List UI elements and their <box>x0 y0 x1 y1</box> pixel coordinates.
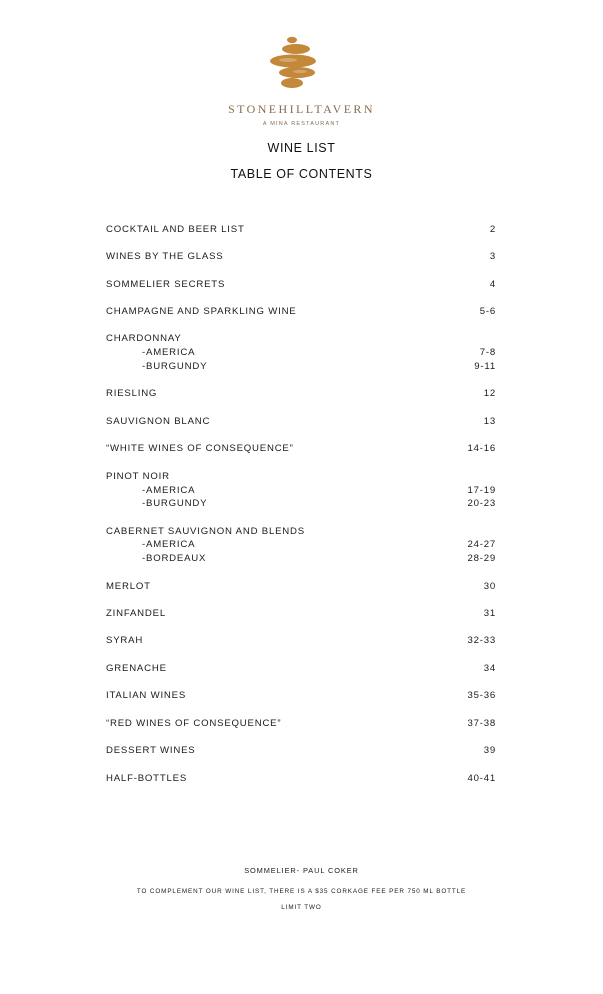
toc-page: 3 <box>489 251 496 262</box>
page-subtitle: TABLE OF CONTENTS <box>230 167 373 181</box>
toc-subentry <box>106 552 496 565</box>
toc-subentry <box>106 360 496 373</box>
toc-page: 12 <box>483 388 496 399</box>
toc-label: HALF-BOTTLES <box>106 773 188 784</box>
toc-page: 39 <box>483 745 496 756</box>
toc-label: ZINFANDEL <box>106 608 166 619</box>
toc-page: 24-27 <box>467 539 496 550</box>
toc-entry <box>106 387 496 400</box>
toc-label: CABERNET SAUVIGNON AND BLENDS <box>106 526 305 537</box>
toc-label: -BURGUNDY <box>142 361 208 372</box>
toc-entry <box>106 634 496 647</box>
toc-label: DESSERT WINES <box>106 745 196 756</box>
toc-label: CHAMPAGNE AND SPARKLING WINE <box>106 306 297 317</box>
toc-entry <box>106 223 496 236</box>
toc-entry <box>106 717 496 730</box>
toc-entry <box>106 415 496 428</box>
toc-label: COCKTAIL AND BEER LIST <box>106 224 245 235</box>
toc-entry <box>106 580 496 593</box>
page-title: WINE LIST <box>267 141 336 155</box>
corkage-limit: LIMIT TWO <box>281 904 322 911</box>
toc-label: -BURGUNDY <box>142 498 208 509</box>
toc-page: 31 <box>483 608 496 619</box>
stacked-stones-logo-icon <box>266 34 322 90</box>
toc-page: 9-11 <box>474 361 496 372</box>
toc-page: 28-29 <box>467 553 496 564</box>
toc-label: SOMMELIER SECRETS <box>106 279 226 290</box>
toc-label: -AMERICA <box>142 539 196 550</box>
toc-subentry <box>106 497 496 510</box>
toc-label: PINOT NOIR <box>106 471 170 482</box>
toc-entry <box>106 689 496 702</box>
toc-page: 17-19 <box>467 485 496 496</box>
toc-label: -BORDEAUX <box>142 553 207 564</box>
toc-label: -AMERICA <box>142 485 196 496</box>
toc-entry <box>106 772 496 785</box>
restaurant-name: STONEHILLTAVERN <box>228 102 375 116</box>
toc-label: -AMERICA <box>142 347 196 358</box>
toc-label: WINES BY THE GLASS <box>106 251 224 262</box>
sommelier-credit: SOMMELIER- PAUL COKER <box>244 866 359 875</box>
restaurant-tagline: A MINA RESTAURANT <box>262 121 341 127</box>
toc-page: 35-36 <box>467 690 496 701</box>
toc-entry <box>106 442 496 455</box>
toc-page: 4 <box>489 279 496 290</box>
toc-page: 32-33 <box>467 635 496 646</box>
toc-page: 34 <box>483 663 496 674</box>
toc-subentry <box>106 538 496 551</box>
toc-label: RIESLING <box>106 388 158 399</box>
toc-entry <box>106 662 496 675</box>
toc-label: CHARDONNAY <box>106 333 182 344</box>
toc-page: 30 <box>483 581 496 592</box>
toc-label: GRENACHE <box>106 663 167 674</box>
toc-subentry <box>106 346 496 359</box>
toc-entry <box>106 305 496 318</box>
toc-page: 40-41 <box>467 773 496 784</box>
toc-page: 2 <box>489 224 496 235</box>
toc-page: 5-6 <box>479 306 496 317</box>
toc-entry <box>106 607 496 620</box>
toc-page: 14-16 <box>467 443 496 454</box>
toc-label: MERLOT <box>106 581 151 592</box>
toc-page: 37-38 <box>467 718 496 729</box>
toc-entry <box>106 250 496 263</box>
toc-entry <box>106 278 496 291</box>
corkage-notice: TO COMPLEMENT OUR WINE LIST, THERE IS A $35 CORKAGE FEE PER 750 ML BOTTLE <box>136 888 467 895</box>
toc-entry <box>106 332 496 345</box>
toc-subentry <box>106 484 496 497</box>
toc-entry <box>106 525 496 538</box>
toc-entry <box>106 744 496 757</box>
toc-page: 7-8 <box>479 347 496 358</box>
toc-label: “WHITE WINES OF CONSEQUENCE” <box>106 443 294 454</box>
toc-page: 13 <box>483 416 496 427</box>
toc-label: “RED WINES OF CONSEQUENCE” <box>106 718 282 729</box>
toc-label: SYRAH <box>106 635 144 646</box>
toc-label: ITALIAN WINES <box>106 690 187 701</box>
toc-entry <box>106 470 496 483</box>
toc-label: SAUVIGNON BLANC <box>106 416 211 427</box>
toc-page: 20-23 <box>467 498 496 509</box>
